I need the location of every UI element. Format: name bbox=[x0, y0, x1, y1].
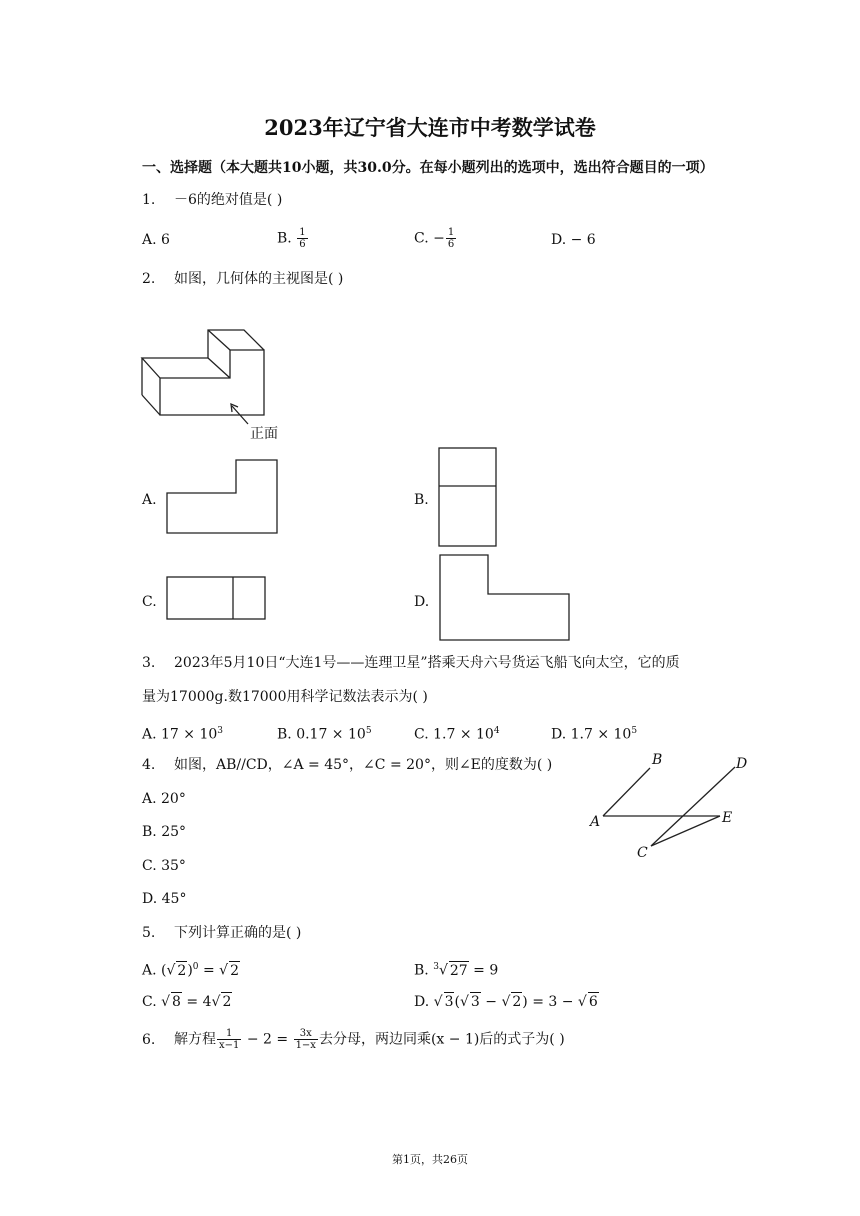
question-stem-line-1: 2023年5月10日“大连1号——连理卫星”搭乘天舟六号货运飞船飞向太空，它的质 bbox=[174, 655, 680, 671]
question-6 bbox=[142, 1028, 565, 1051]
option-text: − bbox=[480, 994, 502, 1010]
option-text: B. bbox=[414, 962, 434, 979]
q5-option-d bbox=[414, 992, 599, 1011]
question-stem: 解方程 bbox=[174, 1031, 216, 1048]
question-stem: －6的绝对值是( ) bbox=[174, 192, 283, 208]
point-c-label: C bbox=[637, 845, 648, 861]
option-text: ) = 3 − bbox=[522, 994, 578, 1010]
question-number: 2. bbox=[142, 271, 156, 287]
q4-option-d: D. 45° bbox=[142, 891, 187, 907]
q1-option-d: D. − 6 bbox=[551, 232, 596, 248]
option-text: ( bbox=[454, 994, 460, 1010]
option-text: C. 1.7 × 10 bbox=[414, 726, 494, 743]
q2-option-a[interactable]: A. bbox=[142, 492, 157, 508]
option-text: ) bbox=[187, 962, 193, 979]
radicand: 2 bbox=[222, 994, 232, 1010]
question-number: 4. bbox=[142, 757, 156, 773]
front-label: 正面 bbox=[250, 426, 278, 442]
section-heading: 一、选择题（本大题共10小题，共30.0分。在每小题列出的选项中，选出符合题目的一项） bbox=[142, 160, 714, 176]
option-text: D. 1.7 × 10 bbox=[551, 726, 632, 743]
sqrt-sign: √ bbox=[501, 994, 511, 1010]
radicand: 6 bbox=[588, 994, 598, 1010]
option-text: = 9 bbox=[468, 962, 499, 979]
radicand: 3 bbox=[444, 994, 454, 1010]
numerator: 1 bbox=[217, 1028, 241, 1040]
denominator: 1−x bbox=[295, 1040, 316, 1051]
option-label: B. bbox=[277, 230, 292, 247]
option-text: A. ( bbox=[142, 962, 167, 979]
q2-option-b[interactable]: B. bbox=[414, 492, 429, 508]
option-text: C. bbox=[142, 994, 162, 1010]
q4-option-b: B. 25° bbox=[142, 824, 187, 840]
option-label: C. − bbox=[414, 230, 445, 247]
sqrt-sign: √ bbox=[161, 994, 171, 1010]
radicand: 27 bbox=[449, 962, 468, 979]
radicand: 2 bbox=[177, 962, 187, 979]
denominator: x−1 bbox=[219, 1040, 240, 1051]
point-d-label: D bbox=[736, 756, 748, 772]
sqrt-sign: √ bbox=[211, 994, 221, 1010]
radicand: 3 bbox=[470, 994, 480, 1010]
exponent: 5 bbox=[631, 726, 638, 736]
question-number: 3. bbox=[142, 655, 156, 671]
question-number: 5. bbox=[142, 925, 156, 941]
sqrt-sign: √ bbox=[459, 994, 469, 1010]
question-number: 1. bbox=[142, 192, 156, 208]
option-text: A. 17 × 10 bbox=[142, 726, 218, 743]
numerator: 3x bbox=[294, 1028, 318, 1040]
point-e-label: E bbox=[722, 810, 733, 826]
question-stem: 去分母，两边同乘(x − 1)后的式子为( ) bbox=[318, 1031, 565, 1048]
radicand: 8 bbox=[172, 994, 181, 1010]
question-number: 6. bbox=[142, 1031, 156, 1048]
point-b-label: B bbox=[652, 752, 663, 768]
q4-option-a: A. 20° bbox=[142, 791, 186, 807]
sqrt-sign: √ bbox=[219, 962, 229, 979]
q2-option-d[interactable]: D. bbox=[414, 594, 430, 610]
point-a-label: A bbox=[590, 814, 601, 830]
exponent: 3 bbox=[217, 726, 224, 736]
question-3-line-2: 量为17000g.数17000用科学记数法表示为( ) bbox=[142, 689, 428, 705]
exponent: 0 bbox=[192, 962, 199, 972]
sqrt-sign: √ bbox=[433, 994, 443, 1010]
q1-option-a: A. 6 bbox=[142, 232, 170, 248]
fraction bbox=[294, 1028, 318, 1051]
q5-option-a bbox=[142, 958, 240, 980]
sqrt-sign: √ bbox=[577, 994, 587, 1010]
option-text: D. bbox=[414, 994, 434, 1010]
exponent: 4 bbox=[493, 726, 500, 736]
option-text: = bbox=[198, 962, 220, 979]
numerator: 1 bbox=[447, 227, 455, 238]
radicand: 2 bbox=[512, 994, 522, 1010]
option-text: B. 0.17 × 10 bbox=[277, 726, 366, 743]
numerator: 1 bbox=[299, 227, 306, 238]
exponent: 5 bbox=[365, 726, 372, 736]
sqrt-sign: √ bbox=[166, 962, 176, 979]
sqrt-sign: √ bbox=[438, 962, 448, 979]
q5-option-b bbox=[414, 958, 498, 980]
question-stem: 下列计算正确的是( ) bbox=[174, 925, 302, 941]
denominator: 6 bbox=[299, 239, 306, 250]
q2-option-c[interactable]: C. bbox=[142, 594, 157, 610]
question-stem: 如图，几何体的主视图是( ) bbox=[174, 271, 344, 287]
question-5 bbox=[142, 924, 301, 942]
page-footer: 第1页，共26页 bbox=[392, 1153, 468, 1166]
page-title: 2023年辽宁省大连市中考数学试卷 bbox=[264, 115, 596, 140]
q4-option-c: C. 35° bbox=[142, 858, 186, 874]
fraction bbox=[217, 1028, 241, 1051]
denominator: 6 bbox=[447, 239, 455, 250]
question-stem: − 2 = bbox=[242, 1031, 293, 1048]
option-text: = 4 bbox=[181, 994, 212, 1010]
q5-option-c bbox=[142, 992, 232, 1011]
root-index: 3 bbox=[433, 962, 439, 972]
question-stem: 如图，AB//CD，∠A = 45°，∠C = 20°，则∠E的度数为( ) bbox=[174, 757, 553, 773]
radicand: 2 bbox=[230, 962, 240, 979]
